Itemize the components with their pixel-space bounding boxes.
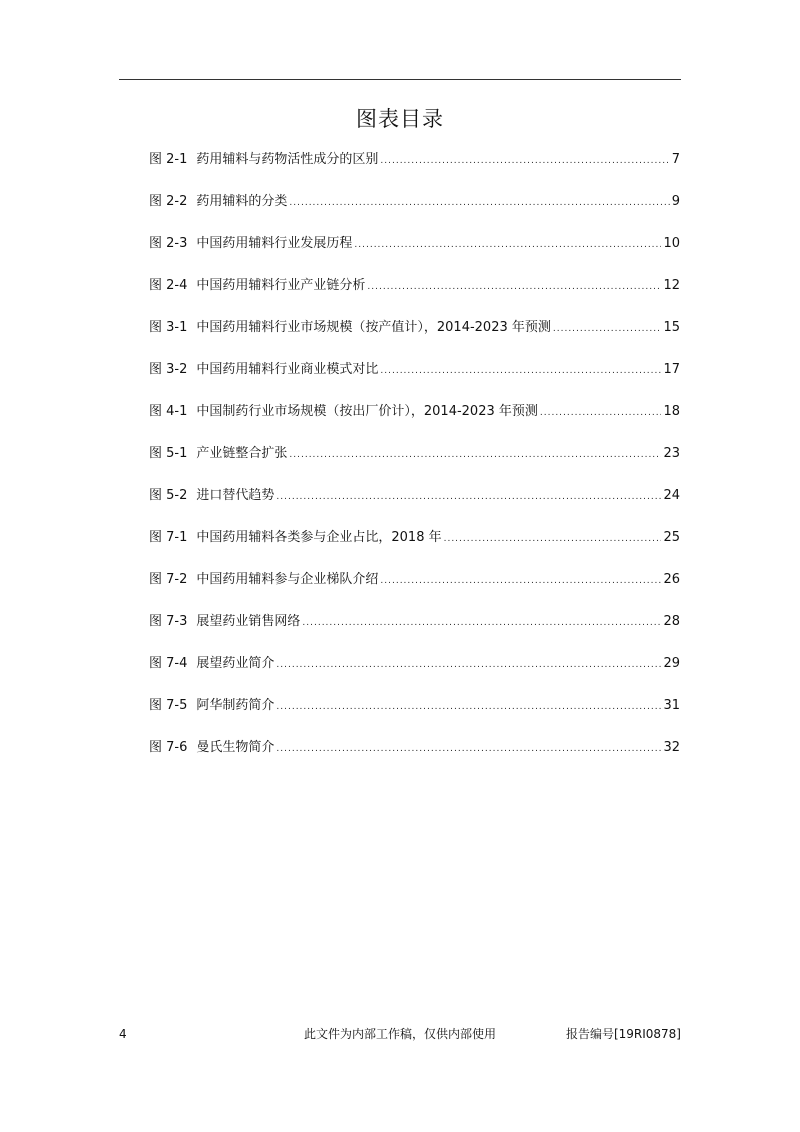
header-rule <box>119 79 681 80</box>
toc-entry[interactable] <box>149 442 680 484</box>
toc-entry[interactable] <box>149 148 680 190</box>
toc-dot-leader <box>540 401 662 425</box>
toc-dot-leader <box>380 149 669 173</box>
toc-entry[interactable] <box>149 736 680 778</box>
toc-entry[interactable] <box>149 526 680 568</box>
toc-entry-number: 图 3-2 <box>149 362 188 377</box>
toc-dot-leader <box>444 527 662 551</box>
toc-entry-number: 图 5-2 <box>149 488 188 503</box>
toc-entry-number: 图 2-3 <box>149 236 188 251</box>
toc-dot-leader <box>380 569 661 593</box>
toc-entry-title: 中国制药行业市场规模（按出厂价计），2014-2023 年预测 <box>196 404 538 419</box>
toc-dot-leader <box>367 275 661 299</box>
toc-entry-number: 图 2-2 <box>149 194 188 209</box>
toc-entry-number: 图 3-1 <box>149 320 188 335</box>
toc-entry[interactable] <box>149 652 680 694</box>
toc-entry[interactable] <box>149 316 680 358</box>
toc-dot-leader <box>289 443 661 467</box>
toc-dot-leader <box>302 611 661 635</box>
toc-entry-number: 图 7-5 <box>149 698 188 713</box>
toc-entry-page: 10 <box>663 236 680 251</box>
page-footer <box>119 1024 681 1044</box>
toc-entry[interactable] <box>149 610 680 652</box>
toc-entry[interactable] <box>149 190 680 232</box>
toc-entry[interactable] <box>149 694 680 736</box>
toc-entry-title: 曼氏生物简介 <box>196 740 275 755</box>
toc-dot-leader <box>380 359 661 383</box>
table-of-figures <box>149 148 680 778</box>
toc-entry-number: 图 7-3 <box>149 614 188 629</box>
toc-entry-title: 中国药用辅料行业商业模式对比 <box>196 362 379 377</box>
footer-report-code: 报告编号[19RI0878] <box>565 1027 681 1041</box>
toc-dot-leader <box>276 653 661 677</box>
toc-entry-page: 25 <box>663 530 680 545</box>
toc-dot-leader <box>354 233 661 257</box>
toc-entry-title: 阿华制药简介 <box>196 698 275 713</box>
toc-entry[interactable] <box>149 358 680 400</box>
toc-entry-page: 12 <box>663 278 680 293</box>
toc-entry-title: 中国药用辅料行业发展历程 <box>196 236 353 251</box>
toc-entry-page: 29 <box>663 656 680 671</box>
toc-entry-title: 进口替代趋势 <box>196 488 275 503</box>
toc-entry[interactable] <box>149 274 680 316</box>
toc-entry-number: 图 2-1 <box>149 152 188 167</box>
toc-entry-title: 中国药用辅料参与企业梯队介绍 <box>196 572 379 587</box>
toc-entry-number: 图 7-4 <box>149 656 188 671</box>
toc-entry-number: 图 7-1 <box>149 530 188 545</box>
toc-entry-number: 图 7-2 <box>149 572 188 587</box>
footer-confidential-note: 此文件为内部工作稿，仅供内部使用 <box>303 1027 496 1041</box>
toc-entry[interactable] <box>149 400 680 442</box>
toc-entry[interactable] <box>149 484 680 526</box>
toc-entry-title: 中国药用辅料行业市场规模（按产值计），2014-2023 年预测 <box>196 320 551 335</box>
toc-entry-title: 中国药用辅料各类参与企业占比，2018 年 <box>196 530 442 545</box>
toc-entry[interactable] <box>149 232 680 274</box>
toc-entry-number: 图 5-1 <box>149 446 188 461</box>
toc-entry-number: 图 4-1 <box>149 404 188 419</box>
toc-dot-leader <box>276 737 661 761</box>
toc-entry-title: 产业链整合扩张 <box>196 446 288 461</box>
toc-entry-title: 中国药用辅料行业产业链分析 <box>196 278 366 293</box>
toc-entry[interactable] <box>149 568 680 610</box>
toc-dot-leader <box>553 317 662 341</box>
toc-dot-leader <box>276 695 661 719</box>
toc-entry-page: 31 <box>663 698 680 713</box>
toc-entry-page: 17 <box>663 362 680 377</box>
toc-entry-title: 药用辅料与药物活性成分的区别 <box>196 152 379 167</box>
toc-entry-page: 15 <box>663 320 680 335</box>
toc-entry-page: 23 <box>663 446 680 461</box>
toc-entry-title: 药用辅料的分类 <box>196 194 288 209</box>
toc-entry-title: 展望药业简介 <box>196 656 275 671</box>
toc-entry-title: 展望药业销售网络 <box>196 614 301 629</box>
footer-page-number: 4 <box>119 1027 127 1041</box>
toc-entry-page: 32 <box>663 740 680 755</box>
toc-entry-page: 26 <box>663 572 680 587</box>
toc-entry-page: 28 <box>663 614 680 629</box>
toc-entry-page: 18 <box>663 404 680 419</box>
toc-entry-number: 图 2-4 <box>149 278 188 293</box>
toc-dot-leader <box>289 191 669 215</box>
toc-entry-page: 9 <box>671 194 680 209</box>
toc-dot-leader <box>276 485 661 509</box>
toc-entry-page: 7 <box>671 152 680 167</box>
page-title: 图表目录 <box>356 107 444 131</box>
toc-entry-page: 24 <box>663 488 680 503</box>
toc-entry-number: 图 7-6 <box>149 740 188 755</box>
